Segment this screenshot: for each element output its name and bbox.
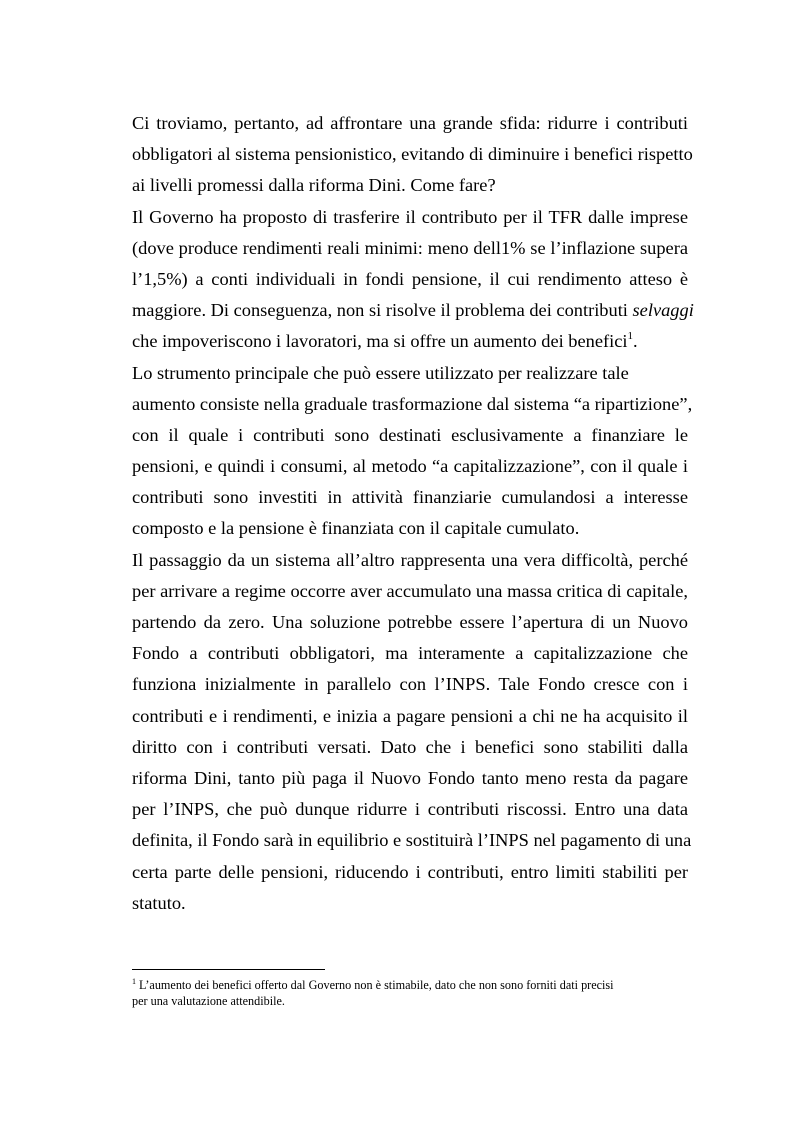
text-line: per l’INPS, che può dunque ridurre i contributi riscossi. Entro una data [132,799,688,820]
text-segment: maggiore. Di conseguenza, non si risolve il problema dei contributi [132,300,633,321]
text-line: diritto con i contributi versati. Dato che i benefici sono stabiliti dalla [132,736,688,757]
text-line: ai livelli promessi dalla riforma Dini. Come fare? [132,175,496,196]
text-line: riforma Dini, tanto più paga il Nuovo Fondo tanto meno resta da pagare [132,767,688,788]
footnote-separator [132,969,325,970]
footnote-reference[interactable]: 1 [627,330,634,343]
text-segment: che impoveriscono i lavoratori, ma si offre un aumento dei benefici [132,331,628,352]
text-line: definita, il Fondo sarà in equilibrio e sostituirà l’INPS nel pagamento di una [132,830,692,851]
footnote-line: per una valutazione attendibile. [132,993,285,1008]
italic-word: selvaggi [632,300,694,321]
footnote-line [132,978,677,994]
footnote-mark: 1 [132,977,136,986]
text-line: composto e la pensione è finanziata con il capitale cumulato. [132,518,580,539]
text-line: Ci troviamo, pertanto, ad affrontare una grande sfida: ridurre i contributi [132,113,688,133]
text-line: (dove produce rendimenti reali minimi: meno dell1% se l’inflazione supera [132,237,688,258]
text-line: Fondo a contributi obbligatori, ma interamente a capitalizzazione che [132,643,688,664]
text-segment: . [633,331,638,352]
text-line: Lo strumento principale che può essere utilizzato per realizzare tale [132,362,629,383]
footnote [132,978,677,1009]
body-text [132,108,694,919]
text-line: pensioni, e quindi i consumi, al metodo “a capitalizzazione”, con il quale i [132,456,688,477]
text-line: statuto. [132,892,186,913]
text-line: contributi e i rendimenti, e inizia a pagare pensioni a chi ne ha acquisito il [132,705,688,726]
text-line: Il Governo ha proposto di trasferire il contributo per il TFR dalle imprese [132,206,688,227]
footnote-text: L’aumento dei benefici offerto dal Governo non è stimabile, dato che non sono forniti dati precisi [136,978,614,992]
text-line: aumento consiste nella graduale trasformazione dal sistema “a ripartizione”, [132,393,693,414]
text-line: per arrivare a regime occorre aver accumulato una massa critica di capitale, [132,580,688,601]
text-line: l’1,5%) a conti individuali in fondi pensione, il cui rendimento atteso è [132,268,688,289]
text-line: funziona inizialmente in parallelo con l’INPS. Tale Fondo cresce con i [132,674,688,695]
text-line [132,326,688,357]
text-line: Il passaggio da un sistema all’altro rappresenta una vera difficoltà, perché [132,549,688,570]
text-line [132,295,694,326]
text-line: obbligatori al sistema pensionistico, evitando di diminuire i benefici rispetto [132,144,693,165]
text-line: con il quale i contributi sono destinati esclusivamente a finanziare le [132,424,688,445]
text-line: contributi sono investiti in attività finanziarie cumulandosi a interesse [132,487,688,508]
text-line: partendo da zero. Una soluzione potrebbe essere l’apertura di un Nuovo [132,612,688,632]
text-line: certa parte delle pensioni, riducendo i contributi, entro limiti stabiliti per [132,861,688,882]
